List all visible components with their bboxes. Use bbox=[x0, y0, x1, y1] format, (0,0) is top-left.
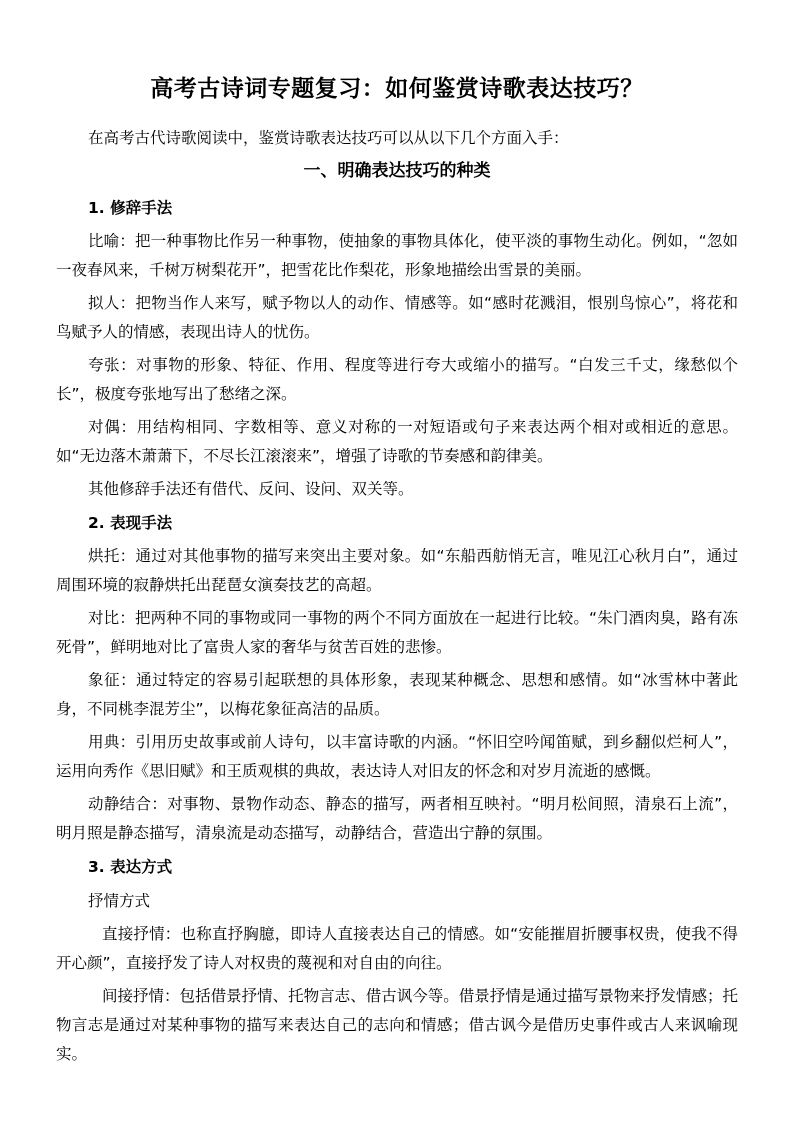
paragraph-indirect-lyric: 间接抒情：包括借景抒情、托物言志、借古讽今等。借景抒情是通过描写景物来抒发情感；托物言志是通过对某种事物的描写来表达自己的志向和情感；借古讽今是借历史事件或古人来讽喻现实。 bbox=[56, 987, 738, 1063]
section-heading-1: 一、明确表达技巧的种类 bbox=[303, 161, 491, 181]
paragraph-motion-stillness: 动静结合：对事物、景物作动态、静态的描写，两者相互映衬。“明月松间照，清泉石上流”，明月照是静态描写，清泉流是动态描写，动静结合，营造出宁静的氛围。 bbox=[56, 795, 738, 842]
paragraph-personification: 拟人：把物当作人来写，赋予物以人的动作、情感等。如“感时花溅泪，恨别鸟惊心”，将花和鸟赋予人的情感，表现出诗人的忧伤。 bbox=[56, 294, 738, 341]
page-title: 高考古诗词专题复习：如何鉴赏诗歌表达技巧？ bbox=[150, 76, 644, 102]
paragraph-metaphor: 比喻：把一种事物比作另一种事物，使抽象的事物具体化，使平淡的事物生动化。例如，“忽如一夜春风来，千树万树梨花开”，把雪花比作梨花，形象地描绘出雪景的美丽。 bbox=[56, 232, 738, 279]
paragraph-foil: 烘托：通过对其他事物的描写来突出主要对象。如“东船西舫悄无言，唯见江心秋月白”，通过周围环境的寂静烘托出琵琶女演奏技艺的高超。 bbox=[56, 547, 738, 594]
subheading-expression-techniques: 2. 表现手法 bbox=[88, 514, 173, 532]
paragraph-other-rhetoric: 其他修辞手法还有借代、反问、设问、双关等。 bbox=[88, 480, 414, 498]
paragraph-antithesis: 对偶：用结构相同、字数相等、意义对称的一对短语或句子来表达两个相对或相近的意思。如“无边落木萧萧下，不尽长江滚滚来”，增强了诗歌的节奏感和韵律美。 bbox=[56, 418, 738, 465]
paragraph-allusion: 用典：引用历史故事或前人诗句，以丰富诗歌的内涵。“怀旧空吟闻笛赋，到乡翻似烂柯人”，运用向秀作《思旧赋》和王质观棋的典故，表达诗人对旧友的怀念和对岁月流逝的感慨。 bbox=[56, 733, 738, 780]
paragraph-contrast: 对比：把两种不同的事物或同一事物的两个不同方面放在一起进行比较。“朱门酒肉臭，路有冻死骨”，鲜明地对比了富贵人家的奢华与贫苦百姓的悲惨。 bbox=[56, 609, 738, 656]
paragraph-hyperbole: 夸张：对事物的形象、特征、作用、程度等进行夸大或缩小的描写。“白发三千丈，缘愁似个长”，极度夸张地写出了愁绪之深。 bbox=[56, 356, 738, 403]
intro-paragraph: 在高考古代诗歌阅读中，鉴赏诗歌表达技巧可以从以下几个方面入手： bbox=[88, 129, 569, 147]
label-lyric-modes: 抒情方式 bbox=[88, 892, 151, 910]
subheading-expression-modes: 3. 表达方式 bbox=[88, 858, 173, 876]
paragraph-direct-lyric: 直接抒情：也称直抒胸臆，即诗人直接表达自己的情感。如“安能摧眉折腰事权贵，使我不得开心颜”，直接抒发了诗人对权贵的蔑视和对自由的向往。 bbox=[56, 925, 738, 972]
paragraph-symbolism: 象征：通过特定的容易引起联想的具体形象，表现某种概念、思想和感情。如“冰雪林中著此身，不同桃李混芳尘”，以梅花象征高洁的品质。 bbox=[56, 671, 738, 718]
subheading-rhetoric: 1. 修辞手法 bbox=[88, 199, 173, 217]
